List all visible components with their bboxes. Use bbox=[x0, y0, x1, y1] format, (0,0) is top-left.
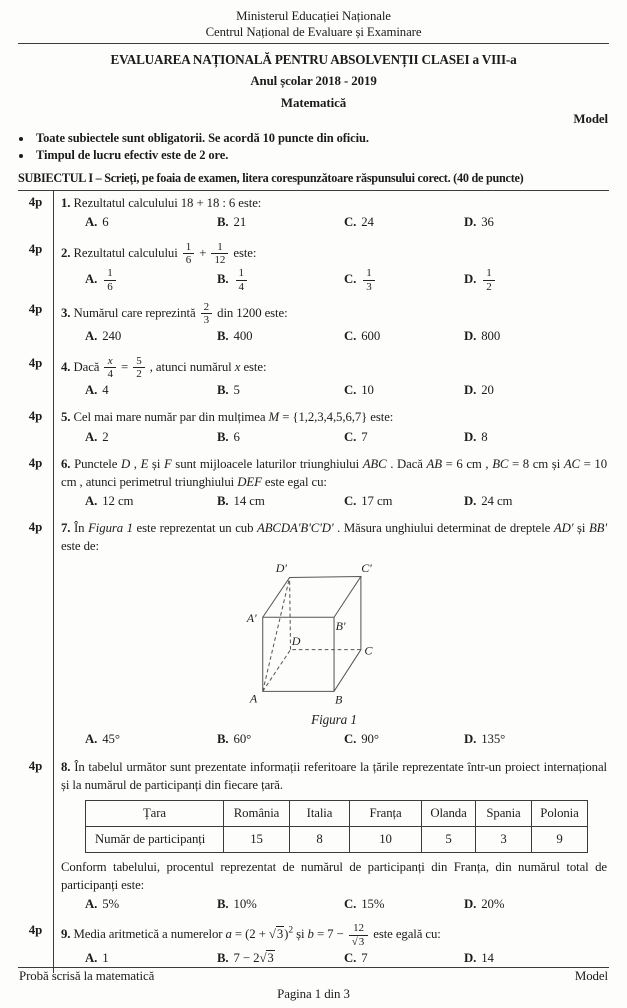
answer-option: B. 10% bbox=[217, 897, 257, 912]
options-row bbox=[61, 266, 607, 295]
question-row bbox=[18, 452, 609, 517]
question-body bbox=[53, 352, 609, 406]
table-data-row bbox=[86, 826, 588, 852]
fraction: $\frac{1}{6}$ bbox=[104, 267, 115, 293]
question-text: 4. Dacă $\frac{x}{4}$ = $\frac{5}{2}$ , atunci numărul x este: bbox=[61, 354, 267, 380]
fraction: $\frac{12}{√3}$ bbox=[349, 922, 368, 948]
answer-option: C. 7 bbox=[344, 429, 368, 444]
question-text: 7. În Figura 1 este reprezentat un cub ABCDA'B'C'D' . Măsura unghiului determinat de dreptele AD' și BB' este de: bbox=[61, 521, 608, 554]
option-letter: D. bbox=[464, 271, 477, 286]
table-header-row bbox=[86, 800, 588, 826]
table-cell: 5 bbox=[422, 826, 476, 852]
option-letter: B. bbox=[217, 732, 229, 747]
table-header-cell: Spania bbox=[476, 800, 532, 826]
fraction: $\frac{5}{2}$ bbox=[133, 355, 144, 381]
table-cell: 15 bbox=[224, 826, 290, 852]
math-var: AB bbox=[426, 456, 442, 471]
vertex-label: C' bbox=[360, 560, 372, 575]
answer-option: C. 15% bbox=[344, 897, 385, 912]
answer-option: C. 7 bbox=[344, 951, 368, 966]
cube-figure bbox=[232, 558, 437, 708]
option-letter: D. bbox=[464, 329, 477, 344]
math-var: F bbox=[163, 456, 172, 471]
vertex-label: B bbox=[334, 691, 342, 706]
answer-option bbox=[217, 267, 344, 293]
option-letter: B. bbox=[217, 951, 229, 966]
answer-option: C. 90° bbox=[344, 732, 379, 747]
question-text: 1. Rezultatul calculului 18 + 18 : 6 este: bbox=[61, 196, 262, 211]
question-text: 3. Numărul care reprezintă $\frac{2}{3}$ din 1200 este: bbox=[61, 300, 288, 327]
answer-option: D. 800 bbox=[464, 329, 501, 344]
option-letter: B. bbox=[217, 494, 229, 509]
answer-option bbox=[464, 267, 607, 293]
option-letter: B. bbox=[217, 897, 229, 912]
questions-area bbox=[18, 190, 609, 973]
math-var: b bbox=[307, 927, 314, 942]
answer-option: D. 14 bbox=[464, 951, 494, 966]
question-row bbox=[18, 352, 609, 406]
fraction: $\frac{1}{12}$ bbox=[211, 241, 228, 267]
points-label: 4p bbox=[28, 520, 43, 535]
option-letter: B. bbox=[217, 329, 229, 344]
answer-option: A. 1 bbox=[85, 951, 109, 966]
math-var: ABCDA'B'C'D' bbox=[257, 521, 334, 536]
question-text: 6. Punctele D , E și F sunt mijloacele laturilor triunghiului ABC . Dacă AB = 6 cm , BC = 8 cm și AC = 10 cm , atunci perimetrul triunghiului DEF este egal cu: bbox=[61, 456, 607, 489]
option-letter: B. bbox=[217, 429, 229, 444]
question-body bbox=[53, 298, 609, 352]
option-letter: C. bbox=[344, 271, 357, 286]
question-text: Conform tabelului, procentul reprezentat de numărul de participanți din Franța, din numărul total de participanți este: bbox=[61, 859, 607, 893]
option-letter: B. bbox=[217, 383, 229, 398]
question-number: 5. bbox=[61, 410, 74, 425]
radical: √3 bbox=[259, 951, 274, 966]
table-header-cell: Italia bbox=[290, 800, 350, 826]
question-body bbox=[53, 191, 609, 237]
header-rule bbox=[18, 43, 609, 44]
answer-option: B. 5 bbox=[217, 383, 240, 398]
points-label: 4p bbox=[28, 241, 43, 256]
question-body bbox=[53, 452, 609, 517]
question-text: 2. Rezultatul calculului $\frac{1}{6}$ + $\frac{1}{12}$ este: bbox=[61, 240, 257, 266]
answer-option: B. 6 bbox=[217, 429, 240, 444]
question-number: 2. bbox=[61, 245, 74, 260]
math-var: D bbox=[120, 456, 131, 471]
answer-option: D. 20 bbox=[464, 383, 494, 398]
fraction: $\frac{1}{6}$ bbox=[183, 241, 194, 267]
cube-figure-wrapper bbox=[61, 556, 607, 730]
answer-option: C. 10 bbox=[344, 383, 374, 398]
option-letter: C. bbox=[344, 383, 357, 398]
section-title: SUBIECTUL I – Scrieți, pe foaia de examen, litera corespunzătoare răspunsului corect. (40 de puncte) bbox=[18, 171, 524, 186]
vertex-label: A' bbox=[246, 610, 256, 625]
answer-option: B. 60° bbox=[217, 732, 252, 747]
math-var: BB' bbox=[588, 521, 608, 536]
math-var: AC bbox=[563, 456, 580, 471]
answer-option: C. 24 bbox=[344, 215, 374, 230]
answer-option: A. 240 bbox=[85, 329, 122, 344]
option-letter: A. bbox=[85, 897, 98, 912]
fraction: $\frac{1}{4}$ bbox=[236, 267, 247, 293]
option-letter: D. bbox=[464, 951, 477, 966]
table-header-cell: România bbox=[224, 800, 290, 826]
option-letter: D. bbox=[464, 383, 477, 398]
math-var: BC bbox=[492, 456, 509, 471]
question-row bbox=[18, 405, 609, 451]
option-letter: D. bbox=[464, 732, 477, 747]
cube-solid-edges bbox=[262, 576, 360, 691]
option-letter: A. bbox=[85, 494, 98, 509]
math-var: DEF bbox=[237, 474, 262, 489]
question-number: 4. bbox=[61, 359, 74, 374]
school-year: Anul școlar 2018 - 2019 bbox=[250, 74, 377, 89]
question-number: 9. bbox=[61, 927, 74, 942]
table-cell: 10 bbox=[350, 826, 422, 852]
points-label: 4p bbox=[28, 301, 43, 316]
ministry-line-2: Centrul Național de Evaluare și Examinare bbox=[205, 24, 422, 39]
instruction-item: • Timpul de lucru efectiv este de 2 ore. bbox=[33, 147, 627, 163]
vertex-label: B' bbox=[335, 618, 345, 633]
question-body bbox=[53, 755, 609, 920]
vertex-label: C bbox=[363, 642, 372, 657]
fraction: $\frac{1}{3}$ bbox=[363, 267, 374, 293]
option-letter: A. bbox=[85, 329, 98, 344]
answer-option bbox=[85, 267, 217, 293]
options-row bbox=[61, 427, 607, 449]
points-label: 4p bbox=[28, 455, 43, 470]
option-letter: A. bbox=[85, 271, 98, 286]
answer-option: C. 17 cm bbox=[344, 494, 393, 509]
option-letter: D. bbox=[464, 494, 477, 509]
question-body bbox=[53, 405, 609, 451]
answer-option: D. 36 bbox=[464, 215, 494, 230]
question-row bbox=[18, 191, 609, 237]
option-letter: A. bbox=[85, 951, 98, 966]
answer-option: A. 45° bbox=[85, 732, 120, 747]
table-header-cell: Polonia bbox=[532, 800, 588, 826]
math-var: a bbox=[225, 927, 232, 942]
exam-title: EVALUAREA NAȚIONALĂ PENTRU ABSOLVENȚII CLASEI a VIII-a bbox=[110, 52, 517, 68]
points-label: 4p bbox=[28, 758, 43, 773]
subject-name: Matematică bbox=[280, 95, 347, 111]
points-label: 4p bbox=[28, 409, 43, 424]
answer-option: A. 12 cm bbox=[85, 494, 134, 509]
ministry-line-1: Ministerul Educației Naționale bbox=[236, 9, 391, 23]
answer-option: D. 8 bbox=[464, 429, 488, 444]
options-row bbox=[61, 491, 607, 513]
option-letter: C. bbox=[344, 732, 357, 747]
option-letter: C. bbox=[344, 897, 357, 912]
vertex-label: D bbox=[291, 633, 300, 648]
question-number: 8. bbox=[61, 759, 75, 774]
answer-option: A. 2 bbox=[85, 429, 109, 444]
points-label: 4p bbox=[28, 195, 43, 210]
question-text: 9. Media aritmetică a numerelor $a = (2 + √3)^2$ și b = 7 − $\frac{12}{√3}$ este egală cu: bbox=[61, 922, 441, 948]
instructions-list bbox=[18, 130, 627, 163]
answer-option: D. 24 cm bbox=[464, 494, 513, 509]
option-letter: B. bbox=[217, 271, 229, 286]
question-body bbox=[53, 919, 609, 973]
option-letter: A. bbox=[85, 215, 98, 230]
model-label-top: Model bbox=[573, 112, 608, 127]
points-label: 4p bbox=[28, 923, 43, 938]
math-var: x bbox=[107, 354, 113, 367]
answer-option: C. 600 bbox=[344, 329, 381, 344]
question-row bbox=[18, 298, 609, 352]
answer-option bbox=[344, 267, 464, 293]
option-letter: C. bbox=[344, 329, 357, 344]
option-letter: C. bbox=[344, 429, 357, 444]
option-letter: D. bbox=[464, 897, 477, 912]
fraction: $\frac{1}{2}$ bbox=[483, 267, 494, 293]
option-letter: C. bbox=[344, 951, 357, 966]
answer-option: D. 20% bbox=[464, 897, 505, 912]
answer-option: B. 21 bbox=[217, 215, 247, 230]
question-body bbox=[53, 516, 609, 754]
option-letter: C. bbox=[344, 494, 357, 509]
radical: √3 bbox=[268, 927, 284, 942]
answer-option: A. 6 bbox=[85, 215, 109, 230]
question-number: 7. bbox=[61, 521, 75, 536]
footer-page-number: Pagina 1 din 3 bbox=[277, 987, 350, 1001]
answer-option: B. 400 bbox=[217, 329, 253, 344]
question-row bbox=[18, 755, 609, 920]
math-var: x bbox=[234, 359, 241, 374]
option-letter: B. bbox=[217, 215, 229, 230]
radical: √3 bbox=[351, 935, 365, 948]
exponent: 2 bbox=[288, 925, 293, 936]
option-letter: A. bbox=[85, 732, 98, 747]
figure-caption: Figura 1 bbox=[311, 711, 357, 727]
table-cell: 8 bbox=[290, 826, 350, 852]
vertex-label: A bbox=[249, 691, 257, 706]
option-letter: D. bbox=[464, 215, 477, 230]
question-number: 1. bbox=[61, 196, 74, 211]
page-header bbox=[0, 0, 627, 127]
math-var: ABC bbox=[362, 456, 387, 471]
instruction-item: • Toate subiectele sunt obligatorii. Se acordă 10 puncte din oficiu. bbox=[33, 130, 627, 146]
answer-option: A. 4 bbox=[85, 383, 109, 398]
options-row bbox=[61, 326, 607, 348]
table-header-cell: Olanda bbox=[422, 800, 476, 826]
option-letter: C. bbox=[344, 215, 357, 230]
math-var: AD' bbox=[553, 521, 574, 536]
table-cell: Număr de participanți bbox=[86, 826, 224, 852]
question-row bbox=[18, 919, 609, 973]
question-row bbox=[18, 238, 609, 298]
table-header-cell: Țara bbox=[86, 800, 224, 826]
participants-table bbox=[85, 800, 588, 853]
question-body bbox=[53, 238, 609, 298]
table-header-cell: Franța bbox=[350, 800, 422, 826]
answer-option: B. 14 cm bbox=[217, 494, 265, 509]
question-number: 6. bbox=[61, 456, 75, 471]
points-label: 4p bbox=[28, 355, 43, 370]
fraction: $\frac{x}{4}$ bbox=[104, 355, 115, 381]
table-cell: 9 bbox=[532, 826, 588, 852]
options-row bbox=[61, 729, 607, 751]
math-var: E bbox=[140, 456, 149, 471]
options-row bbox=[61, 212, 607, 234]
fraction: $\frac{2}{3}$ bbox=[201, 301, 212, 327]
question-number: 3. bbox=[61, 305, 74, 320]
answer-option: B. 7 − 2√3 bbox=[217, 951, 274, 966]
option-letter: D. bbox=[464, 429, 477, 444]
options-row bbox=[61, 380, 607, 402]
answer-option: D. 135° bbox=[464, 732, 506, 747]
table-cell: 3 bbox=[476, 826, 532, 852]
question-text: 8. În tabelul următor sunt prezentate informații referitoare la țările reprezentate într-un proiect internațional și la numărul de participanți din fiecare țară. bbox=[61, 759, 607, 792]
answer-option: A. 5% bbox=[85, 897, 120, 912]
footer-left: Probă scrisă la matematică bbox=[19, 969, 155, 983]
page-footer bbox=[0, 967, 627, 1002]
footer-right: Model bbox=[574, 969, 608, 983]
math-var: Figura 1 bbox=[88, 521, 133, 536]
question-text: 5. Cel mai mare număr par din mulțimea M = {1,2,3,4,5,6,7} este: bbox=[61, 410, 394, 425]
option-letter: A. bbox=[85, 429, 98, 444]
question-row bbox=[18, 516, 609, 754]
vertex-label: D' bbox=[275, 560, 287, 575]
options-row bbox=[61, 894, 607, 916]
option-letter: A. bbox=[85, 383, 98, 398]
math-var: M bbox=[268, 410, 280, 425]
